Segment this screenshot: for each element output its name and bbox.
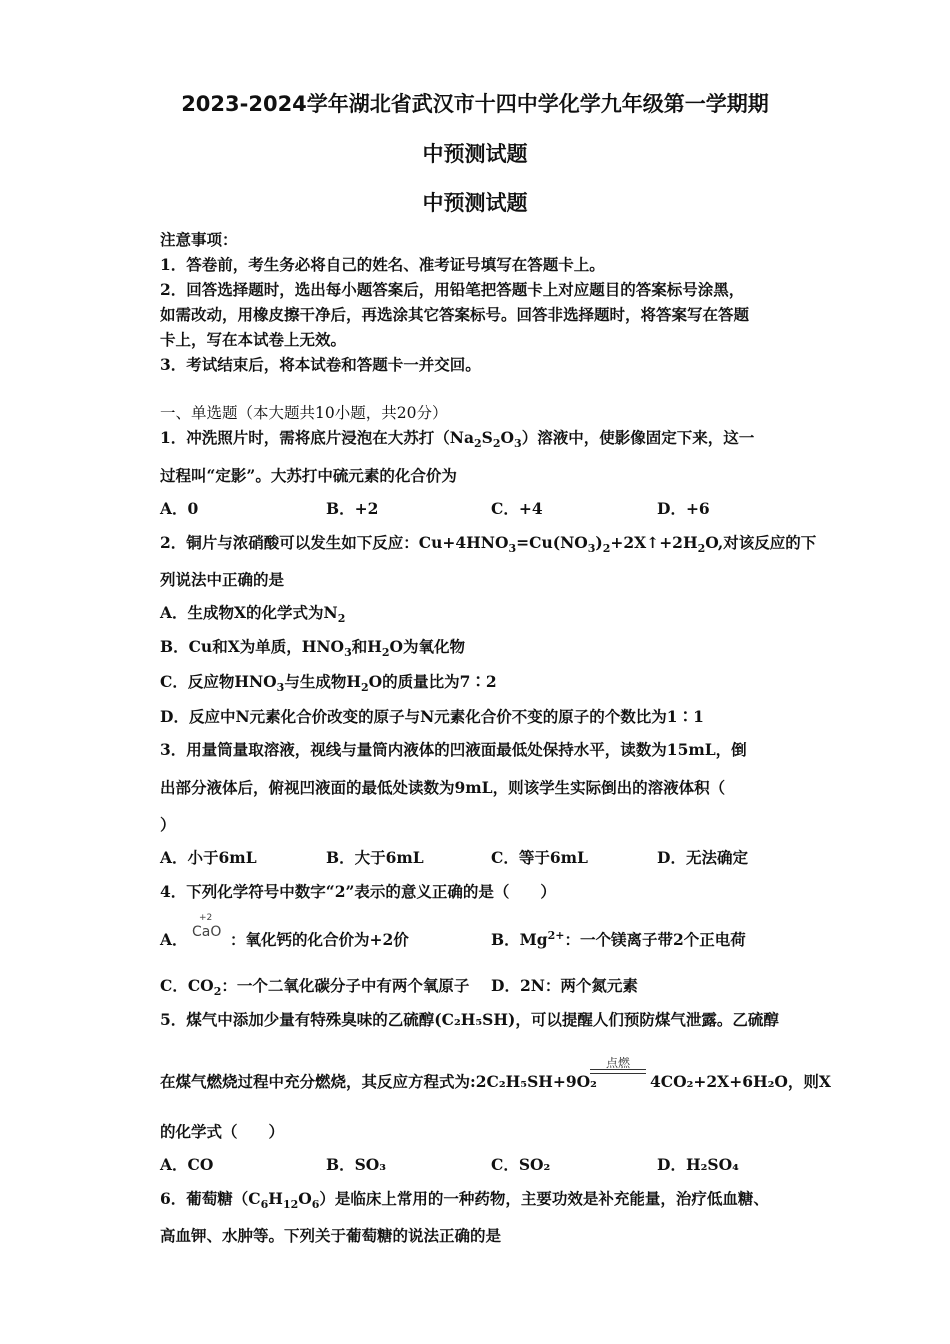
notes-item-2-cont2: 卡上，写在本试卷上无效。: [160, 330, 347, 349]
notes-item-3: 3．考试结束后，将本试卷和答题卡一并交回。: [160, 355, 481, 374]
cao-valence-mark: +2: [199, 913, 213, 923]
notes-item-2: 2．回答选择题时，选出每小题答案后，用铅笔把答题卡上对应题目的答案标号涂黑，: [160, 280, 745, 299]
cao-formula: CaO: [192, 924, 222, 940]
q4-stem: 4．下列化学符号中数字“2”表示的意义正确的是（ ）: [160, 882, 556, 901]
q1-stem-line2: 过程叫“定影”。大苏打中硫元素的化合价为: [160, 466, 457, 485]
document-title-line2: 中预测试题: [422, 142, 528, 166]
condition-label: 点燃: [605, 1056, 630, 1070]
reaction-condition: [590, 1054, 646, 1078]
q1-option-a: A．0: [160, 499, 199, 518]
q4-option-a-label: A．: [160, 930, 188, 949]
q5-stem-line1: 5．煤气中添加少量有特殊臭味的乙硫醇(C₂H₅SH)，可以提醒人们预防煤气泄露。乙硫醇: [160, 1010, 779, 1029]
q4-option-a-text: ：氧化钙的化合价为+2价: [230, 930, 409, 949]
q5-option-b: B．SO₃: [326, 1155, 387, 1174]
notes-item-1: 1．答卷前，考生务必将自己的姓名、准考证号填写在答题卡上。: [160, 255, 605, 274]
q3-option-c: C．等于6mL: [491, 848, 588, 867]
q2-option-b: B．Cu和X为单质，$HNO_3$和$H_2O$为氧化物: [160, 637, 466, 660]
q5-option-a: A．CO: [160, 1155, 214, 1174]
q3-option-a: A．小于6mL: [160, 848, 257, 867]
q5-option-d: D．H₂SO₄: [657, 1155, 739, 1174]
q1-option-b: B．+2: [326, 499, 379, 518]
q5-stem-line2a: 在煤气燃烧过程中充分燃烧，其反应方程式为:2C₂H₅SH+9O₂: [160, 1072, 597, 1091]
q2-option-c: C．反应物$HNO_3$与生成物$H_2O$的质量比为7∶2: [160, 672, 497, 695]
q6-stem-line1: 6．葡萄糖$(C_6H_{12}O_6)$是临床上常用的一种药物，主要功效是补充能量，治疗低血糖、: [160, 1189, 769, 1212]
section-heading: 一、单选题（本大题共10小题，共20分）: [160, 404, 448, 422]
document-title-line3: 中预测试题: [422, 191, 528, 215]
q3-stem-line3: ）: [160, 815, 176, 834]
q3-stem-line1: 3．用量筒量取溶液，视线与量筒内液体的凹液面最低处保持水平，读数为15mL，倒: [160, 740, 747, 759]
q1-option-d: D．+6: [657, 499, 710, 518]
q3-stem-line2: 出部分液体后，俯视凹液面的最低处读数为9mL，则该学生实际倒出的溶液体积（: [160, 778, 726, 797]
q2-option-d: D．反应中N元素化合价改变的原子与N元素化合价不变的原子的个数比为1∶1: [160, 707, 704, 726]
notes-item-2-cont: 如需改动，用橡皮擦干净后，再选涂其它答案标号。回答非选择题时，将答案写在答题: [160, 305, 750, 324]
q2-stem-line1: 2．铜片与浓硝酸可以发生如下反应：$Cu+4HNO_3=Cu(NO_3)_2+2X↑+2H_2O$,对该反应的下: [160, 533, 817, 556]
q5-option-c: C．SO₂: [491, 1155, 551, 1174]
condition-bar-bottom: [590, 1073, 646, 1074]
q5-stem-line3: 的化学式（ ）: [160, 1122, 285, 1141]
condition-bar-top: [590, 1069, 646, 1070]
q2-option-a: A．生成物X的化学式为$N_2$: [160, 603, 346, 626]
q1-option-c: C．+4: [491, 499, 543, 518]
q6-stem-line2: 高血钾、水肿等。下列关于葡萄糖的说法正确的是: [160, 1226, 502, 1245]
notes-heading: 注意事项：: [160, 230, 238, 249]
q4-option-c: C．$CO_2$：一个二氧化碳分子中有两个氧原子: [160, 976, 470, 999]
q2-stem-line2: 列说法中正确的是: [160, 570, 285, 589]
q4-option-b: B．$Mg^{2+}$：一个镁离子带2个正电荷: [491, 928, 746, 949]
q3-option-d: D．无法确定: [657, 848, 748, 867]
document-title-line1: 2023-2024学年湖北省武汉市十四中学化学九年级第一学期期: [181, 92, 769, 116]
q4-option-d: D．2N：两个氮元素: [491, 976, 638, 995]
q1-stem-line1: 1．冲洗照片时，需将底片浸泡在大苏打$(Na_2S_2O_3)$溶液中，使影像固定下来，这一: [160, 428, 755, 451]
q3-option-b: B．大于6mL: [326, 848, 424, 867]
q5-stem-line2b: 4CO₂+2X+6H₂O，则X: [650, 1072, 831, 1091]
